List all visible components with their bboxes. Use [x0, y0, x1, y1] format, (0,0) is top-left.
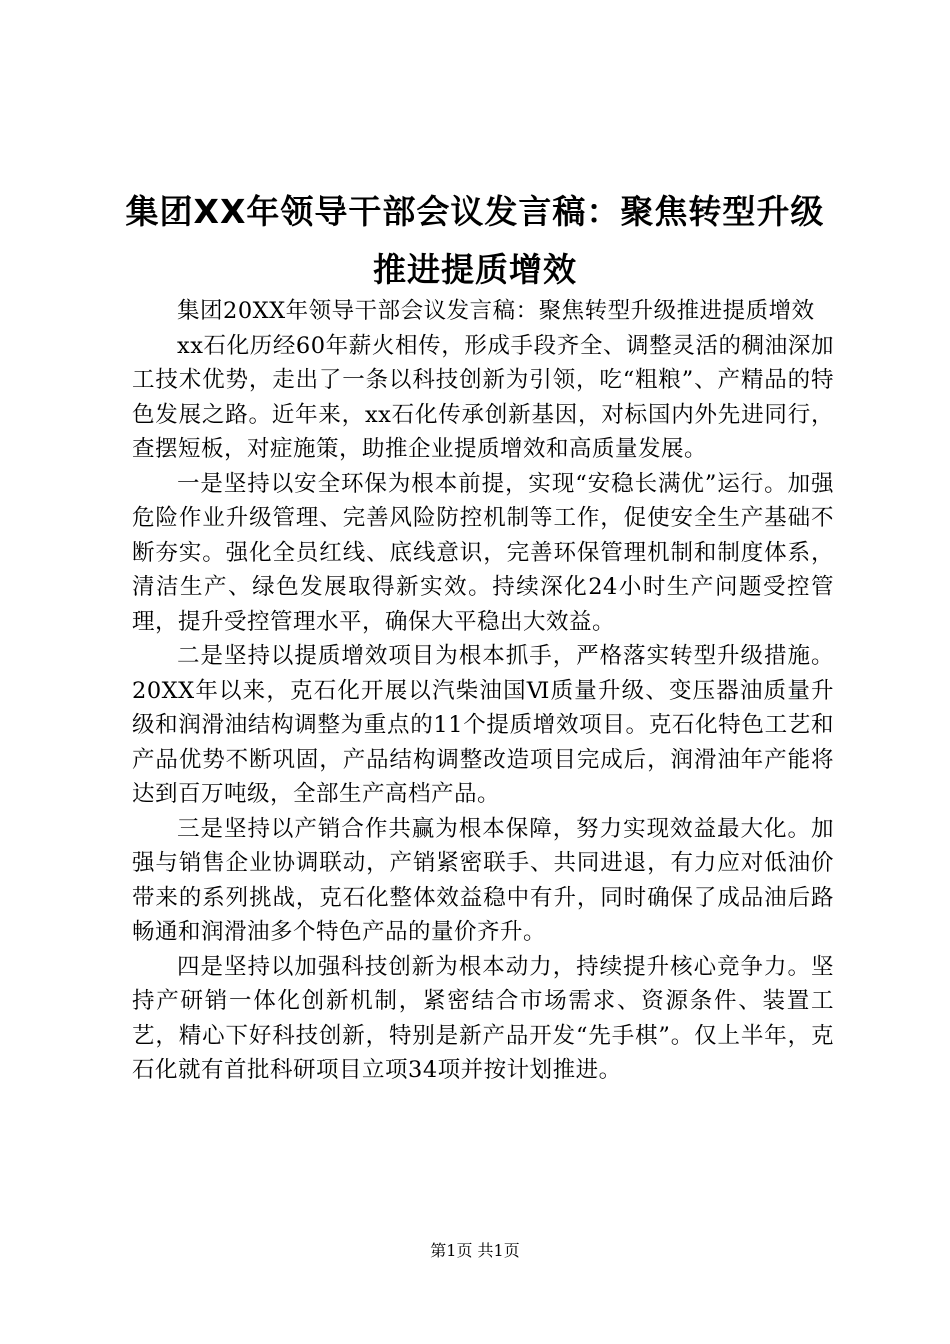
document-title: 集团XX年领导干部会议发言稿：聚焦转型升级推进提质增效 — [125, 192, 825, 289]
paragraph-intro: xx石化历经60年薪火相传，形成手段齐全、调整灵活的稠油深加工技术优势，走出了一条以科技创新为引领，吃“粗粮”、产精品的特色发展之路。近年来，xx石化传承创新基因，对标国内外先进同行，查摆短板，对症施策，助推企业提质增效和高质量发展。 — [132, 332, 834, 462]
paragraph-point-1: 一是坚持以安全环保为根本前提，实现“安稳长满优”运行。加强危险作业升级管理、完善风险防控机制等工作，促使安全生产基础不断夯实。强化全员红线、底线意识，完善环保管理机制和制度体系，清洁生产、绿色发展取得新实效。持续深化24小时生产问题受控管理，提升受控管理水平，确保大平稳出大效益。 — [132, 470, 834, 635]
page-footer: 第1页 共1页 — [430, 1241, 520, 1260]
paragraph-point-4: 四是坚持以加强科技创新为根本动力，持续提升核心竞争力。坚持产研销一体化创新机制，紧密结合市场需求、资源条件、装置工艺，精心下好科技创新，特别是新产品开发“先手棋”。仅上半年，克石化就有首批科研项目立项34项并按计划推进。 — [132, 953, 834, 1083]
paragraph-point-3: 三是坚持以产销合作共赢为根本保障，努力实现效益最大化。加强与销售企业协调联动，产销紧密联手、共同进退，有力应对低油价带来的系列挑战，克石化整体效益稳中有升，同时确保了成品油后路畅通和润滑油多个特色产品的量价齐升。 — [132, 815, 834, 945]
paragraph-point-2: 二是坚持以提质增效项目为根本抓手，严格落实转型升级措施。20XX年以来，克石化开展以汽柴油国Ⅵ质量升级、变压器油质量升级和润滑油结构调整为重点的11个提质增效项目。克石化特色工艺和产品优势不断巩固，产品结构调整改造项目完成后，润滑油年产能将达到百万吨级，全部生产高档产品。 — [132, 643, 834, 807]
paragraph-heading-repeat: 集团20XX年领导干部会议发言稿：聚焦转型升级推进提质增效 — [177, 298, 815, 324]
document-body — [132, 294, 834, 1088]
